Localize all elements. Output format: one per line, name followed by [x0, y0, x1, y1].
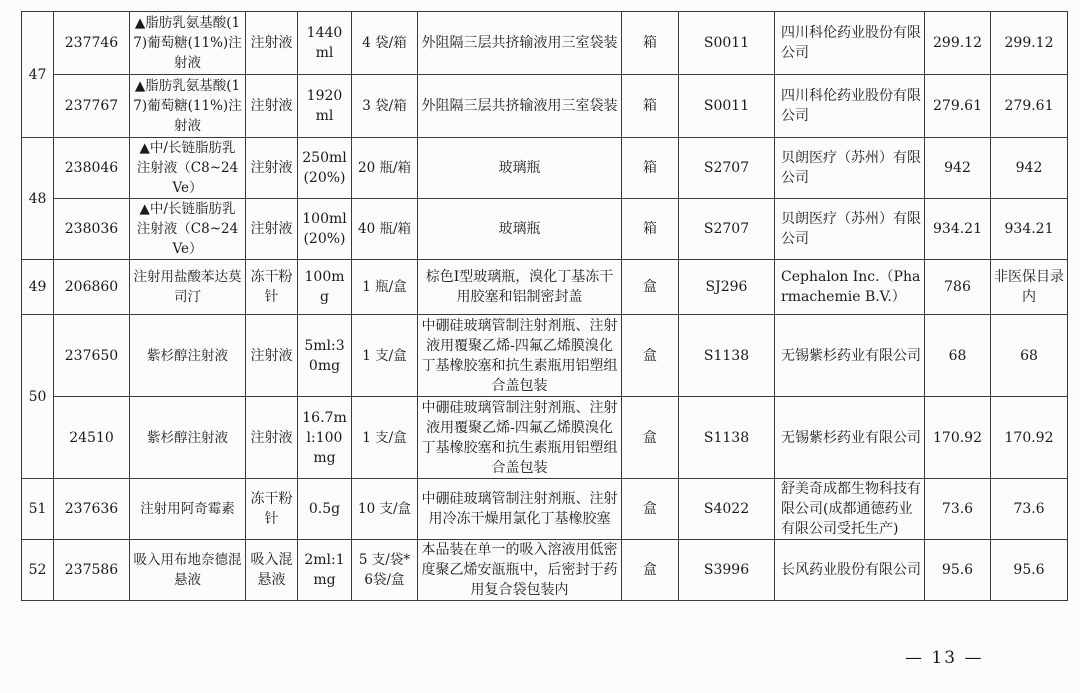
- enterprise-code-cell: S0011: [679, 12, 775, 75]
- packaging-material-cell: 玻璃瓶: [418, 199, 622, 260]
- group-number-cell: 50: [22, 315, 54, 479]
- product-name-cell: 注射用阿奇霉素: [130, 479, 246, 540]
- spec-cell: 16.7ml:100mg: [298, 397, 352, 479]
- product-name-cell: ▲脂肪乳氨基酸(17)葡萄糖(11%)注射液: [130, 75, 246, 138]
- enterprise-code-cell: S4022: [679, 479, 775, 540]
- limit-price-cell: 934.21: [991, 199, 1068, 260]
- drug-code-cell: 238046: [54, 138, 130, 199]
- group-number-cell: 51: [22, 479, 54, 540]
- product-name-cell: 注射用盐酸苯达莫司汀: [130, 260, 246, 315]
- company-cell: 四川科伦药业股份有限公司: [775, 75, 925, 138]
- drug-code-cell: 237767: [54, 75, 130, 138]
- table-row: [22, 315, 1068, 397]
- price-cell: 279.61: [925, 75, 991, 138]
- table-row: [22, 12, 1068, 75]
- unit-cell: 盒: [622, 397, 679, 479]
- price-cell: 170.92: [925, 397, 991, 479]
- limit-price-cell: 73.6: [991, 479, 1068, 540]
- group-number-cell: 47: [22, 12, 54, 138]
- unit-cell: 盒: [622, 315, 679, 397]
- company-cell: 四川科伦药业股份有限公司: [775, 12, 925, 75]
- price-cell: 299.12: [925, 12, 991, 75]
- spec-cell: 100ml(20%): [298, 199, 352, 260]
- product-name-cell: 紫杉醇注射液: [130, 315, 246, 397]
- packaging-material-cell: 棕色Ⅰ型玻璃瓶，溴化丁基冻干用胶塞和铝制密封盖: [418, 260, 622, 315]
- packaging-material-cell: 本品装在单一的吸入溶液用低密度聚乙烯安瓿瓶中，后密封于药用复合袋包装内: [418, 540, 622, 601]
- drug-code-cell: 237636: [54, 479, 130, 540]
- company-cell: 贝朗医疗（苏州）有限公司: [775, 138, 925, 199]
- enterprise-code-cell: S1138: [679, 315, 775, 397]
- enterprise-code-cell: S2707: [679, 199, 775, 260]
- pack-cell: 1 支/盒: [352, 397, 418, 479]
- spec-cell: 1920ml: [298, 75, 352, 138]
- price-cell: 73.6: [925, 479, 991, 540]
- product-name-cell: 吸入用布地奈德混悬液: [130, 540, 246, 601]
- pack-cell: 10 支/盒: [352, 479, 418, 540]
- limit-price-cell: 942: [991, 138, 1068, 199]
- product-name-cell: ▲中/长链脂肪乳注射液（C8~24Ve）: [130, 138, 246, 199]
- enterprise-code-cell: S1138: [679, 397, 775, 479]
- limit-price-cell: 170.92: [991, 397, 1068, 479]
- dosage-form-cell: 冻干粉针: [246, 479, 298, 540]
- pack-cell: 40 瓶/箱: [352, 199, 418, 260]
- company-cell: 无锡紫杉药业有限公司: [775, 397, 925, 479]
- product-name-cell: ▲脂肪乳氨基酸(17)葡萄糖(11%)注射液: [130, 12, 246, 75]
- packaging-material-cell: 外阻隔三层共挤输液用三室袋装: [418, 75, 622, 138]
- spec-cell: 250ml(20%): [298, 138, 352, 199]
- table-row: [22, 260, 1068, 315]
- group-number-cell: 48: [22, 138, 54, 260]
- page-number: — 13 —: [905, 648, 984, 668]
- pack-cell: 20 瓶/箱: [352, 138, 418, 199]
- drug-code-cell: 237586: [54, 540, 130, 601]
- group-number-cell: 49: [22, 260, 54, 315]
- table-row: [22, 397, 1068, 479]
- table-row: [22, 75, 1068, 138]
- company-cell: Cephalon Inc.（Pharmachemie B.V.）: [775, 260, 925, 315]
- dosage-form-cell: 注射液: [246, 75, 298, 138]
- limit-price-cell: 299.12: [991, 12, 1068, 75]
- pack-cell: 5 支/袋*6袋/盒: [352, 540, 418, 601]
- company-cell: 贝朗医疗（苏州）有限公司: [775, 199, 925, 260]
- spec-cell: 5ml:30mg: [298, 315, 352, 397]
- company-cell: 长风药业股份有限公司: [775, 540, 925, 601]
- dosage-form-cell: 冻干粉针: [246, 260, 298, 315]
- price-cell: 934.21: [925, 199, 991, 260]
- dosage-form-cell: 注射液: [246, 315, 298, 397]
- spec-cell: 100mg: [298, 260, 352, 315]
- spec-cell: 0.5g: [298, 479, 352, 540]
- pack-cell: 3 袋/箱: [352, 75, 418, 138]
- dosage-form-cell: 吸入混悬液: [246, 540, 298, 601]
- table-row: [22, 479, 1068, 540]
- enterprise-code-cell: S3996: [679, 540, 775, 601]
- unit-cell: 盒: [622, 260, 679, 315]
- product-name-cell: ▲中/长链脂肪乳注射液（C8~24Ve）: [130, 199, 246, 260]
- packaging-material-cell: 外阻隔三层共挤输液用三室袋装: [418, 12, 622, 75]
- dosage-form-cell: 注射液: [246, 12, 298, 75]
- limit-price-cell: 非医保目录内: [991, 260, 1068, 315]
- pack-cell: 4 袋/箱: [352, 12, 418, 75]
- enterprise-code-cell: S0011: [679, 75, 775, 138]
- price-cell: 95.6: [925, 540, 991, 601]
- company-cell: 舒美奇成都生物科技有限公司(成都通德药业有限公司受托生产): [775, 479, 925, 540]
- unit-cell: 箱: [622, 138, 679, 199]
- limit-price-cell: 95.6: [991, 540, 1068, 601]
- unit-cell: 箱: [622, 75, 679, 138]
- dosage-form-cell: 注射液: [246, 397, 298, 479]
- price-cell: 68: [925, 315, 991, 397]
- unit-cell: 盒: [622, 479, 679, 540]
- pack-cell: 1 瓶/盒: [352, 260, 418, 315]
- limit-price-cell: 68: [991, 315, 1068, 397]
- spec-cell: 2ml:1mg: [298, 540, 352, 601]
- table-row: [22, 138, 1068, 199]
- drug-code-cell: 238036: [54, 199, 130, 260]
- enterprise-code-cell: S2707: [679, 138, 775, 199]
- company-cell: 无锡紫杉药业有限公司: [775, 315, 925, 397]
- dosage-form-cell: 注射液: [246, 138, 298, 199]
- packaging-material-cell: 中硼硅玻璃管制注射剂瓶、注射液用覆聚乙烯-四氟乙烯膜溴化丁基橡胶塞和抗生素瓶用铝塑组合盖包装: [418, 315, 622, 397]
- drug-code-cell: 237650: [54, 315, 130, 397]
- product-name-cell: 紫杉醇注射液: [130, 397, 246, 479]
- packaging-material-cell: 玻璃瓶: [418, 138, 622, 199]
- table-row: [22, 540, 1068, 601]
- dosage-form-cell: 注射液: [246, 199, 298, 260]
- drug-code-cell: 24510: [54, 397, 130, 479]
- unit-cell: 盒: [622, 540, 679, 601]
- packaging-material-cell: 中硼硅玻璃管制注射剂瓶、注射液用覆聚乙烯-四氟乙烯膜溴化丁基橡胶塞和抗生素瓶用铝塑组合盖包装: [418, 397, 622, 479]
- drug-price-table: [21, 11, 1068, 601]
- group-number-cell: 52: [22, 540, 54, 601]
- price-cell: 786: [925, 260, 991, 315]
- unit-cell: 箱: [622, 12, 679, 75]
- enterprise-code-cell: SJ296: [679, 260, 775, 315]
- unit-cell: 箱: [622, 199, 679, 260]
- pack-cell: 1 支/盒: [352, 315, 418, 397]
- table-row: [22, 199, 1068, 260]
- packaging-material-cell: 中硼硅玻璃管制注射剂瓶、注射用冷冻干燥用氯化丁基橡胶塞: [418, 479, 622, 540]
- limit-price-cell: 279.61: [991, 75, 1068, 138]
- drug-code-cell: 237746: [54, 12, 130, 75]
- drug-code-cell: 206860: [54, 260, 130, 315]
- price-cell: 942: [925, 138, 991, 199]
- spec-cell: 1440ml: [298, 12, 352, 75]
